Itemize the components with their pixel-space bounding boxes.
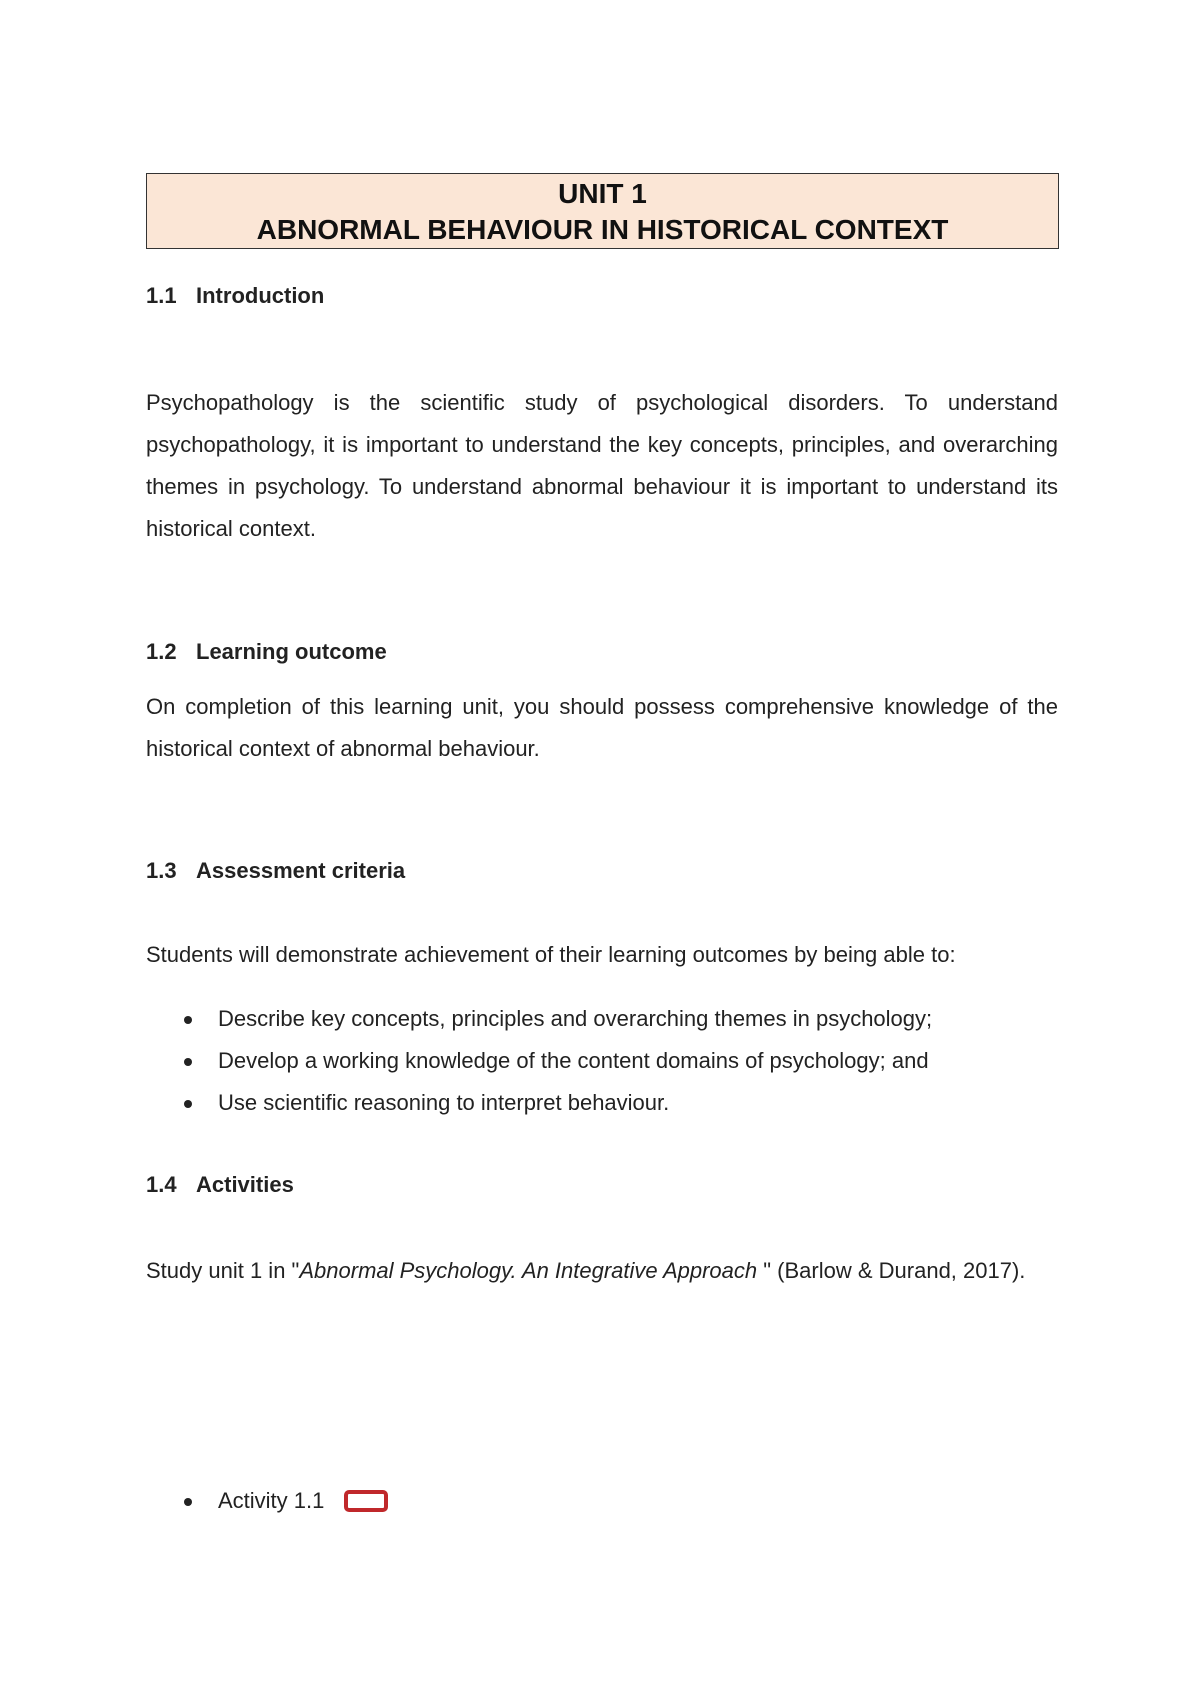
section-number: 1.2	[146, 639, 177, 664]
unit-title-box	[146, 173, 1059, 249]
unit-number: UNIT 1	[558, 178, 647, 209]
section-heading-learning-outcome	[146, 639, 387, 665]
study-prefix: Study unit 1 in "	[146, 1258, 300, 1283]
section-title: Activities	[196, 1172, 294, 1197]
section-heading-introduction	[146, 283, 324, 309]
section-title: Introduction	[196, 283, 325, 308]
activity-list	[146, 1480, 388, 1522]
section-title: Assessment criteria	[196, 858, 406, 883]
section-heading-activities	[146, 1172, 294, 1198]
list-item	[146, 1480, 388, 1522]
activity-marker-icon[interactable]	[344, 1490, 388, 1512]
list-item: Use scientific reasoning to interpret behaviour.	[146, 1082, 932, 1124]
study-instruction-paragraph	[146, 1250, 1058, 1292]
assessment-lead-paragraph: Students will demonstrate achievement of their learning outcomes by being able to:	[146, 942, 956, 967]
book-title: Abnormal Psychology. An Integrative Approach	[299, 1258, 758, 1283]
study-suffix: " (Barlow & Durand, 2017).	[757, 1258, 1026, 1283]
learning-outcome-paragraph: On completion of this learning unit, you should possess comprehensive knowledge of the historical context of abnormal behaviour.	[146, 694, 1058, 761]
list-item: Describe key concepts, principles and overarching themes in psychology;	[146, 998, 932, 1040]
section-heading-assessment-criteria	[146, 858, 405, 884]
section-number: 1.1	[146, 283, 177, 308]
unit-name: ABNORMAL BEHAVIOUR IN HISTORICAL CONTEXT	[256, 214, 949, 245]
list-item: Develop a working knowledge of the content domains of psychology; and	[146, 1040, 932, 1082]
section-number: 1.3	[146, 858, 177, 883]
activity-label: Activity 1.1	[218, 1488, 325, 1513]
section-title: Learning outcome	[196, 639, 387, 664]
introduction-paragraph: Psychopathology is the scientific study of psychological disorders. To understand psychopathology, it is important to understand the key concepts, principles, and overarching themes in psychology. To understand abnormal behaviour it is important to understand its historical context.	[146, 390, 1058, 541]
section-number: 1.4	[146, 1172, 177, 1197]
assessment-criteria-list	[146, 998, 932, 1124]
